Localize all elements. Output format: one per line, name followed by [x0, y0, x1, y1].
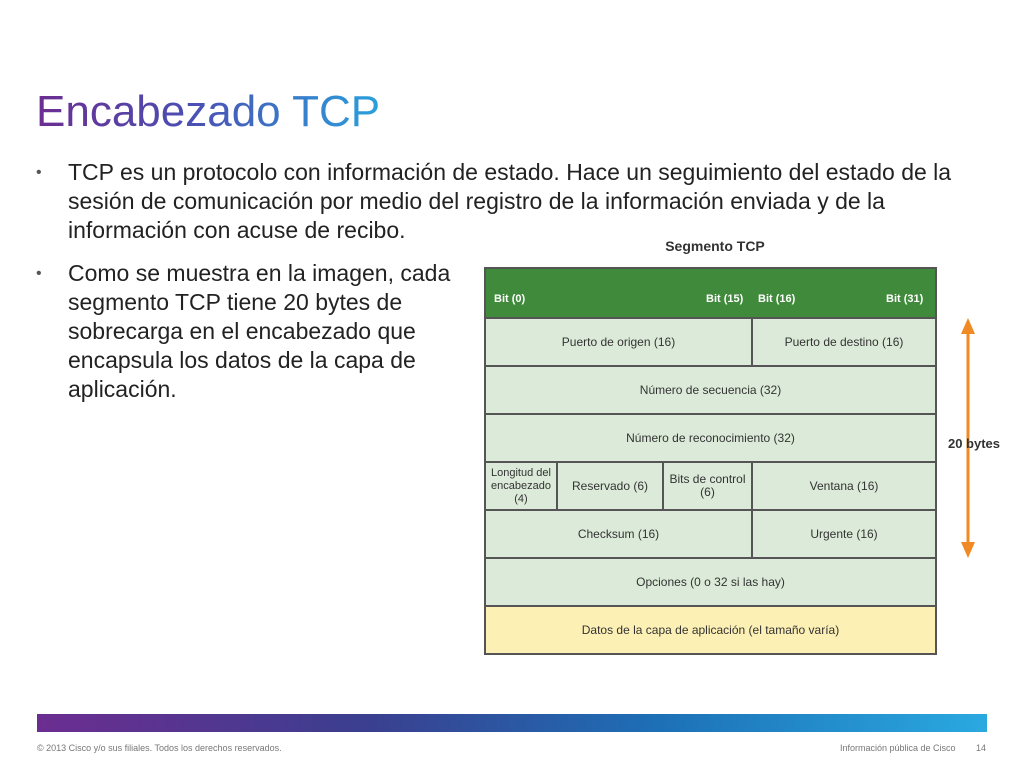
field-checksum: Checksum (16): [485, 510, 752, 558]
bit-0-label: Bit (0): [494, 293, 526, 305]
field-reserved: Reservado (6): [557, 462, 663, 510]
header-size-label: 20 bytes: [947, 436, 1001, 451]
footer-gradient-bar: [37, 714, 987, 732]
tcp-segment-table: [484, 267, 937, 655]
field-options: Opciones (0 o 32 si las hay): [485, 558, 936, 606]
bullet-text: . Hace un seguimiento del estado de la sesión de comunicación por medio del registro de la información enviada y de la información con acuse de recibo.: [68, 159, 952, 243]
field-destination-port: Puerto de destino (16): [752, 318, 936, 366]
bullet-bold-text: TCP es un protocolo con información de estado: [68, 159, 554, 185]
field-urgent: Urgente (16): [752, 510, 936, 558]
bit-15-label: Bit (15): [706, 293, 744, 305]
bullet-text: Como se muestra en la imagen, cada segmento TCP tiene 20 bytes de sobrecarga en el encabezado que encapsula los datos de la capa de aplicación.: [68, 260, 451, 402]
bit-header-row: [485, 268, 936, 318]
field-application-data: Datos de la capa de aplicación (el tamaño varía): [485, 606, 936, 654]
slide-title: Encabezado TCP: [36, 84, 380, 140]
field-source-port: Puerto de origen (16): [485, 318, 752, 366]
field-header-length: Longitud del encabezado (4): [485, 462, 557, 510]
field-sequence-number: Número de secuencia (32): [485, 366, 936, 414]
bullet-item: [36, 259, 478, 404]
page-number: 14: [976, 743, 987, 753]
classification-label: Información pública de Cisco: [840, 743, 956, 753]
diagram-title: Segmento TCP: [665, 238, 765, 254]
bit-16-label: Bit (16): [758, 293, 796, 305]
copyright-text: © 2013 Cisco y/o sus filiales. Todos los derechos reservados.: [37, 743, 282, 753]
field-window: Ventana (16): [752, 462, 936, 510]
bit-31-label: Bit (31): [886, 293, 924, 305]
field-control-bits: Bits de control (6): [663, 462, 752, 510]
bullet-item: [36, 158, 1008, 245]
field-ack-number: Número de reconocimiento (32): [485, 414, 936, 462]
